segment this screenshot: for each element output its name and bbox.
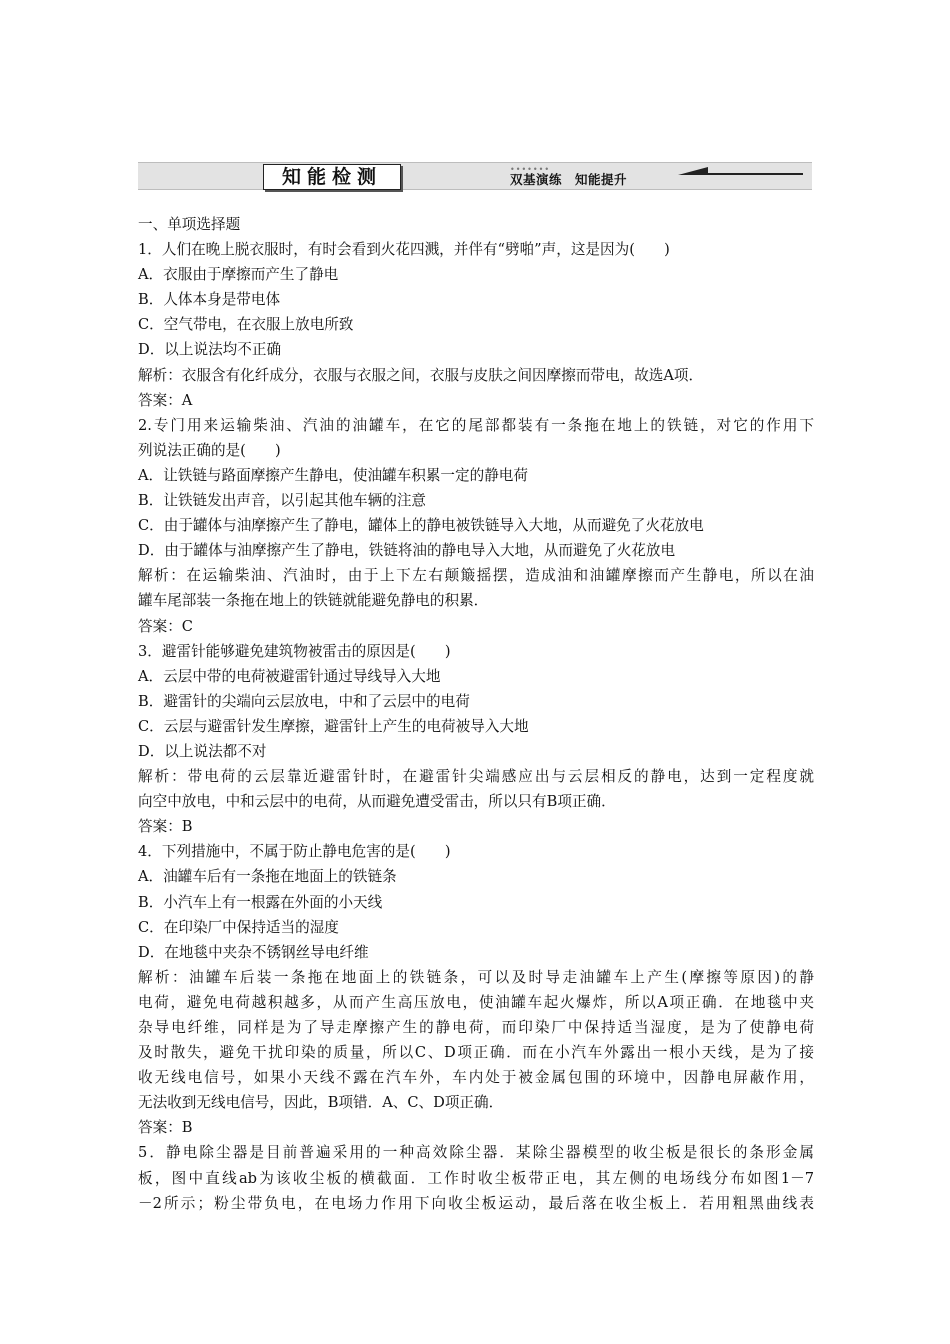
text-line: A．衣服由于摩擦而产生了静电 — [138, 266, 339, 284]
text-line: 解析：带电荷的云层靠近避雷针时，在避雷针尖端感应出与云层相反的静电，达到一定程度就 — [138, 768, 814, 786]
decorative-dots: ••••••• — [510, 165, 551, 174]
text-line: 1．人们在晚上脱衣服时，有时会看到火花四溅，并伴有“劈啪”声，这是因为( ) — [138, 241, 670, 259]
text-line: A．让铁链与路面摩擦产生静电，使油罐车积累一定的静电荷 — [138, 466, 528, 484]
text-line: C．在印染厂中保持适当的湿度 — [138, 918, 339, 936]
text-line: B．小汽车上有一根露在外面的小天线 — [138, 893, 383, 911]
section-subtitle: 双基演练 知能提升 — [510, 172, 628, 187]
section-banner — [138, 158, 812, 194]
text-line: 解析：衣服含有化纤成分，衣服与衣服之间，衣服与皮肤之间因摩擦而带电，故选A项． — [138, 366, 704, 384]
text-line: 5．静电除尘器是目前普遍采用的一种高效除尘器．某除尘器模型的收尘板是很长的条形金属 — [138, 1144, 814, 1162]
text-line: A．油罐车后有一条拖在地面上的铁链条 — [138, 868, 397, 886]
text-line: 及时散失，避免干扰印染的质量，所以C、D项正确．而在小汽车外露出一根小天线，是为了接 — [138, 1044, 814, 1062]
text-line: C．由于罐体与油摩擦产生了静电，罐体上的静电被铁链导入大地，从而避免了火花放电 — [138, 517, 704, 535]
text-line: D．以上说法都不对 — [138, 742, 267, 760]
text-line: D．由于罐体与油摩擦产生了静电，铁链将油的静电导入大地，从而避免了火花放电 — [138, 542, 676, 560]
text-line: A．云层中带的电荷被避雷针通过导线导入大地 — [138, 667, 441, 685]
text-line: 2.专门用来运输柴油、汽油的油罐车，在它的尾部都装有一条拖在地上的铁链，对它的作用下 — [138, 416, 814, 434]
text-line: 一、单项选择题 — [138, 216, 241, 233]
text-line: －2所示；粉尘带负电，在电场力作用下向收尘板运动，最后落在收尘板上．若用粗黑曲线表 — [138, 1194, 814, 1212]
text-line: 电荷，避免电荷越积越多，从而产生高压放电，使油罐车起火爆炸，所以A项正确．在地毯中夹 — [138, 993, 814, 1011]
text-line: D．在地毯中夹杂不锈钢丝导电纤维 — [138, 943, 369, 961]
text-line: C．云层与避雷针发生摩擦，避雷针上产生的电荷被导入大地 — [138, 717, 529, 735]
text-line: 解析：油罐车后装一条拖在地面上的铁链条，可以及时导走油罐车上产生(摩擦等原因)的静 — [138, 968, 815, 986]
section-title: 知能检测 — [263, 164, 401, 190]
text-line: 无法收到无线电信号，因此，B项错．A、C、D项正确． — [138, 1094, 504, 1112]
text-line: 答案：C — [138, 617, 193, 635]
decorative-line — [693, 173, 803, 175]
text-line: C．空气带电，在衣服上放电所致 — [138, 316, 354, 334]
banner-background — [138, 162, 812, 190]
text-line: 板，图中直线ab为该收尘板的横截面．工作时收尘板带正电，其左侧的电场线分布如图1－7 — [138, 1169, 814, 1187]
text-line: 4．下列措施中，不属于防止静电危害的是( ) — [138, 843, 451, 861]
text-line: B．人体本身是带电体 — [138, 291, 281, 309]
text-line: 答案：A — [138, 391, 193, 409]
text-line: 答案：B — [138, 1119, 193, 1137]
text-line: B．避雷针的尖端向云层放电，中和了云层中的电荷 — [138, 692, 470, 710]
text-line: 收无线电信号，如果小天线不露在汽车外，车内处于被金属包围的环境中，因静电屏蔽作用， — [138, 1069, 814, 1087]
text-line: 解析：在运输柴油、汽油时，由于上下左右颠簸摇摆，造成油和油罐摩擦而产生静电，所以在油 — [138, 567, 814, 585]
text-line: 向空中放电，中和云层中的电荷，从而避免遭受雷击，所以只有B项正确． — [138, 793, 616, 811]
text-line: 3．避雷针能够避免建筑物被雷击的原因是( ) — [138, 642, 451, 660]
text-line: 列说法正确的是( ) — [138, 441, 281, 459]
text-line: 罐车尾部装一条拖在地上的铁链就能避免静电的积累． — [138, 592, 489, 610]
exercise-content — [138, 212, 814, 1216]
text-line: 杂导电纤维，同样是为了导走摩擦产生的静电荷，而印染厂中保持适当湿度，是为了使静电荷 — [138, 1019, 814, 1036]
text-line: D．以上说法均不正确 — [138, 341, 282, 359]
text-line: 答案：B — [138, 818, 193, 836]
text-line: B．让铁链发出声音，以引起其他车辆的注意 — [138, 492, 427, 510]
